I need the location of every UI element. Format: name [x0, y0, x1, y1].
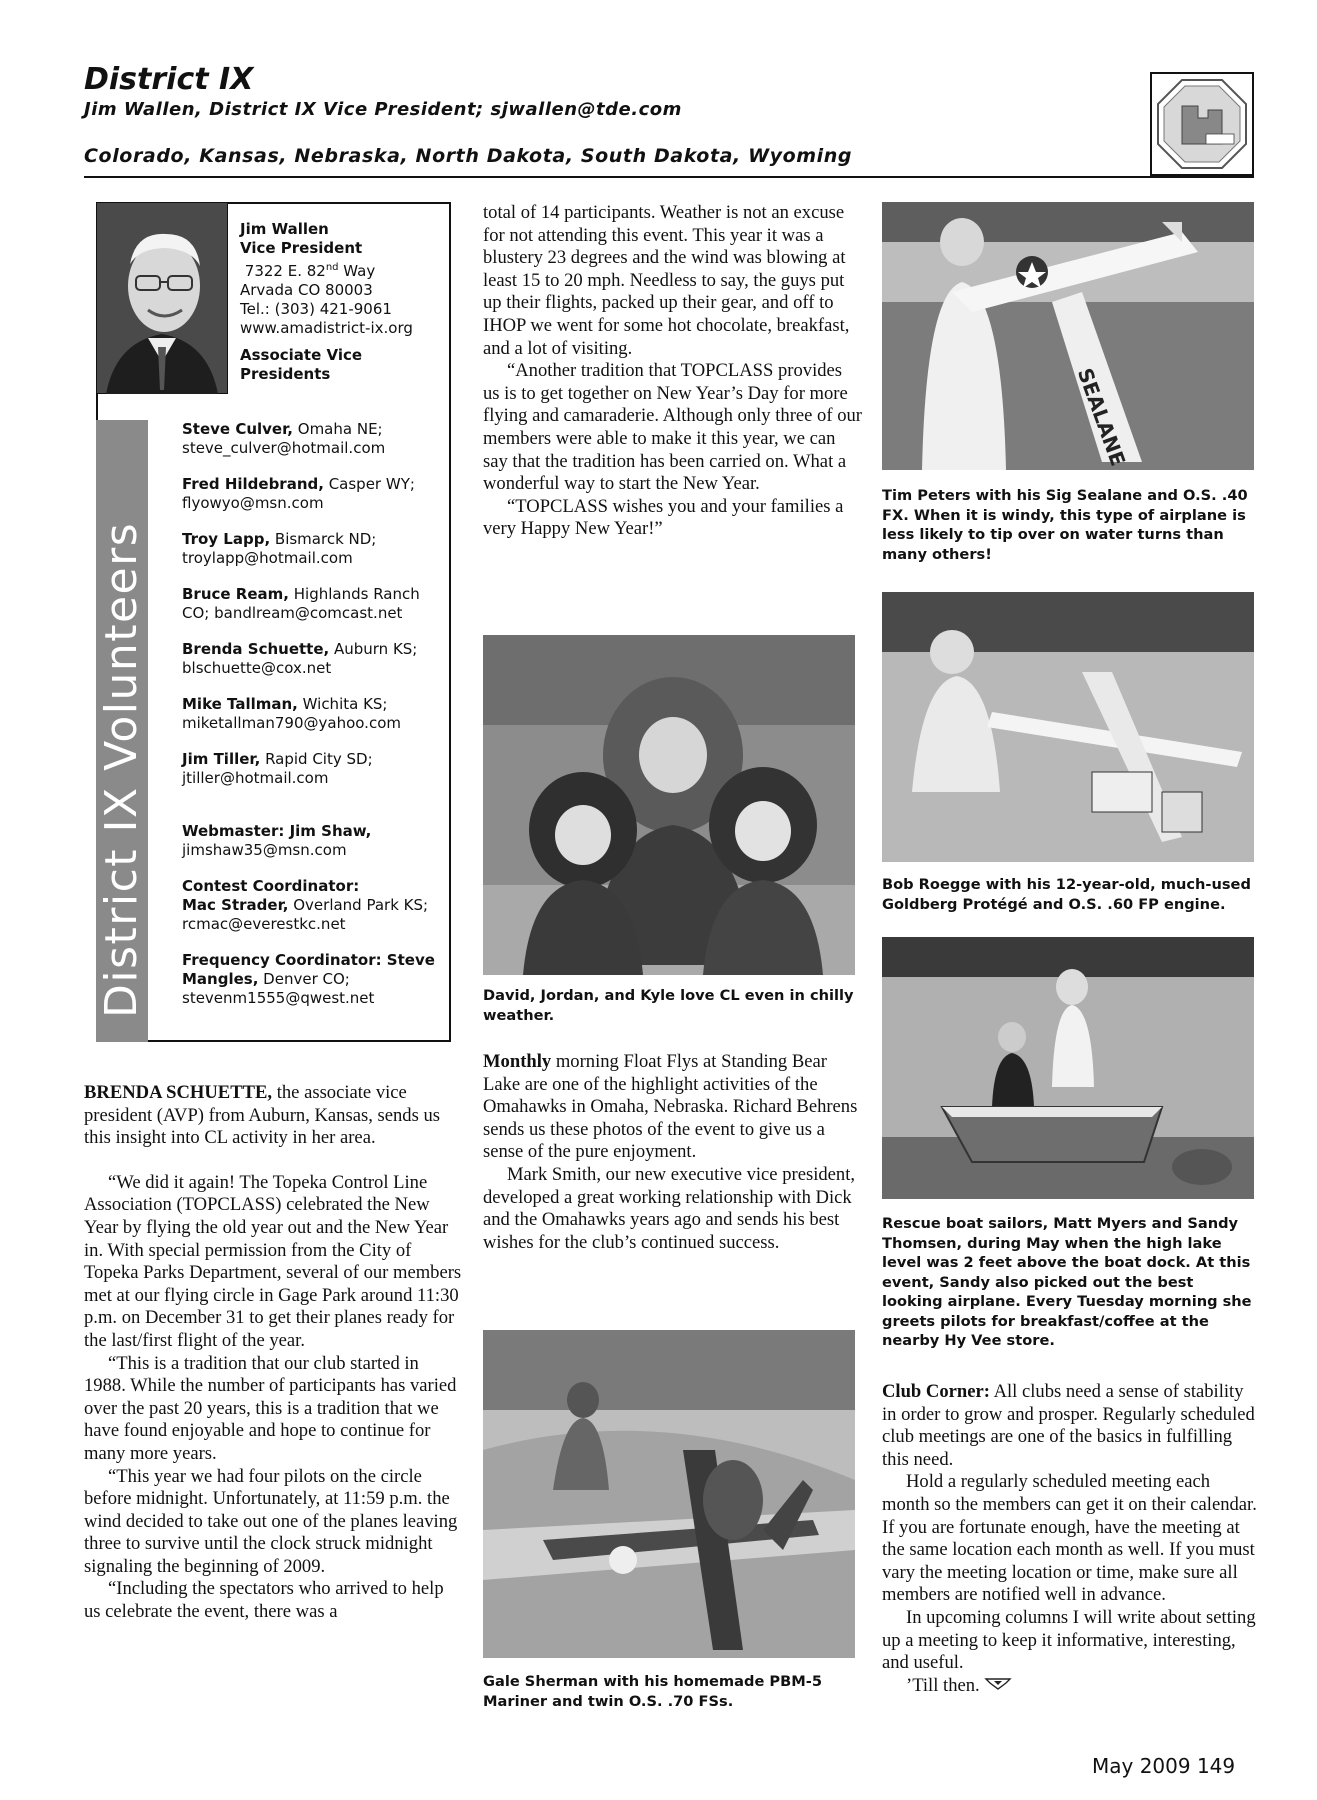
volunteers-band-label: [96, 420, 148, 1042]
paragraph: Monthly morning Float Flys at Standing Bear Lake are one of the highlight activities of the Omahawks in Omaha, Nebraska. Richard Behrens sends us these photos of the event to give us a sense of the pure enjoyment.: [483, 1051, 858, 1163]
contest-coordinator-entry: Contest Coordinator: Mac Strader, Overland Park KS; rcmac@everestkc.net: [182, 877, 429, 933]
member-email[interactable]: troylapp@hotmail.com: [182, 549, 353, 567]
member-email[interactable]: blschuette@cox.net: [182, 659, 332, 677]
page-subtitle: Jim Wallen, District IX Vice President; sjwallen@tde.com: [84, 99, 682, 120]
caption-tim: Tim Peters with his Sig Sealane and O.S. .40 FX. When it is windy, this type of airplane is less likely to tip over on water turns than many others!: [882, 487, 1248, 563]
caption-bob: Bob Roegge with his 12-year-old, much-used Goldberg Protégé and O.S. .60 FP engine.: [882, 876, 1251, 913]
list-item: Fred Hildebrand, Casper WY; flyowyo@msn.com: [182, 475, 415, 512]
contest-email[interactable]: rcmac@everestkc.net: [182, 915, 346, 933]
member-email[interactable]: flyowyo@msn.com: [182, 494, 324, 512]
vp-contact: [240, 220, 413, 384]
rescue-boat-photo: [882, 937, 1254, 1199]
vp-name: Jim Wallen: [240, 220, 329, 238]
vp-phone: Tel.: (303) 421-9061: [240, 300, 392, 318]
avp-heading-1: Associate Vice: [240, 346, 363, 364]
paragraph: total of 14 participants. Weather is not an excuse for not attending this event. This year it was a blustery 23 degrees and the wind was blowing at least 15 to 20 mph. Needless to say, the guys put up their flights, packed up their gear, and off to IHOP we went for some hot chocolate, breakfast, and a lot of visiting.: [483, 202, 850, 359]
sealane-label: SEALANE: [1072, 364, 1131, 470]
paragraph: Club Corner: All clubs need a sense of stability in order to grow and prosper. Regularly scheduled club meetings are one of the basics in fulfilling this need.: [882, 1381, 1255, 1470]
intro-paragraph: BRENDA SCHUETTE, the associate vice president (AVP) from Auburn, Kansas, sends us this insight into CL activity in her area.: [84, 1082, 441, 1149]
vp-address-1: 7322 E. 82nd Way: [244, 262, 376, 280]
member-email[interactable]: miketallman790@yahoo.com: [182, 714, 401, 732]
district-logo: [1150, 72, 1254, 176]
paragraph: Hold a regularly scheduled meeting each month so the members can get it on their calendar. If you are fortunate enough, have the meeting at the same location each month as well. If you must vary the meeting location or time, make sure all members are notified well in advance.: [882, 1471, 1257, 1606]
member-email[interactable]: jtiller@hotmail.com: [182, 769, 329, 787]
list-item: Mike Tallman, Wichita KS; miketallman790@yahoo.com: [182, 695, 401, 732]
vp-address-2: Arvada CO 80003: [240, 281, 373, 299]
paragraph: “Including the spectators who arrived to help us celebrate the event, there was a: [84, 1578, 444, 1623]
district-states: Colorado, Kansas, Nebraska, North Dakota, South Dakota, Wyoming: [84, 145, 853, 167]
column-2-top-text: [483, 202, 863, 541]
paragraph: “This year we had four pilots on the circle before midnight. Unfortunately, at 11:59 p.m. the wind decided to take out one of the planes leaving three to survive until the clock struck midnight signaling the beginning of 2009.: [84, 1465, 458, 1577]
tim-peters-photo: [882, 202, 1254, 470]
paragraph: Mark Smith, our new executive vice president, developed a great working relationship with Dick and the Omahawks years ago and sends his best wishes for the club’s continued success.: [483, 1163, 856, 1253]
member-email[interactable]: steve_culver@hotmail.com: [182, 439, 386, 457]
header-rule: [84, 176, 1254, 178]
list-item: Bruce Ream, Highlands Ranch CO; bandlream@comcast.net: [182, 585, 420, 622]
bob-roegge-photo: [882, 592, 1254, 862]
caption-kids: David, Jordan, and Kyle love CL even in chilly weather.: [483, 987, 854, 1024]
avp-heading-2: Presidents: [240, 365, 331, 383]
avp-list: [182, 420, 442, 1008]
gale-sherman-photo: [483, 1330, 855, 1658]
caption-rescue: Rescue boat sailors, Matt Myers and Sandy Thomsen, during May when the high lake level was 2 feet above the boat dock. At this event, Sandy also picked out the best looking airplane. Every Tuesday morning she greets pilots for breakfast/coffee at the nearby Hy Vee store.: [882, 1215, 1252, 1349]
paragraph: ’Till then.: [882, 1675, 1258, 1698]
paragraph: “We did it again! The Topeka Control Line Association (TOPCLASS) celebrated the New Year by flying the old year out and the New Year in. With special permission from the City of Topeka Parks Department, several of our members met at our flying circle in Gage Park around 11:30 p.m. on December 31 to get their planes ready for the last/first flight of the year.: [84, 1171, 462, 1351]
paragraph: “This is a tradition that our club started in 1988. While the number of participants has varied over the past 20 years, this is a tradition that we have found enjoyable and hope to continue for many more years.: [84, 1352, 457, 1464]
list-item: Brenda Schuette, Auburn KS; blschuette@cox.net: [182, 640, 418, 677]
volunteers-band-text: District IX Volunteers: [96, 521, 147, 1018]
frequency-email[interactable]: stevenm1555@qwest.net: [182, 989, 375, 1007]
page-footer: May 2009 149: [1092, 1754, 1236, 1778]
column-3-text: [882, 1381, 1258, 1697]
page-title: District IX: [84, 62, 254, 97]
vp-role: Vice President: [240, 239, 363, 257]
webmaster-entry: Webmaster: Jim Shaw, jimshaw35@msn.com: [182, 822, 372, 859]
column-1-text: [84, 1082, 462, 1624]
column-2-middle-text: [483, 1051, 863, 1254]
paragraph: In upcoming columns I will write about setting up a meeting to keep it informative, interesting, and useful.: [882, 1606, 1256, 1674]
paragraph: “TOPCLASS wishes you and your families a very Happy New Year!”: [483, 495, 844, 540]
vp-website[interactable]: www.amadistrict-ix.org: [240, 319, 413, 337]
member-email[interactable]: CO; bandlream@comcast.net: [182, 604, 403, 622]
kids-photo: [483, 635, 855, 975]
list-item: Troy Lapp, Bismarck ND; troylapp@hotmail.com: [182, 530, 377, 567]
list-item: Jim Tiller, Rapid City SD; jtiller@hotmail.com: [182, 750, 373, 787]
paragraph: “Another tradition that TOPCLASS provides us is to get together on New Year’s Day for more flying and camaraderie. Although only three of our members were able to make it this year, we can say that the tradition has been carried on. What a wonderful way to start the New Year.: [483, 360, 862, 495]
list-item: Steve Culver, Omaha NE; steve_culver@hotmail.com: [182, 420, 386, 457]
caption-gale: Gale Sherman with his homemade PBM-5 Mariner and twin O.S. .70 FSs.: [483, 1673, 822, 1710]
webmaster-email[interactable]: jimshaw35@msn.com: [182, 841, 347, 859]
ama-district-icon: [1152, 74, 1252, 174]
ama-end-icon: [984, 1677, 1012, 1691]
jim-wallen-portrait: [96, 202, 228, 394]
frequency-coordinator-entry: Frequency Coordinator: Steve Mangles, Denver CO; stevenm1555@qwest.net: [182, 951, 435, 1007]
